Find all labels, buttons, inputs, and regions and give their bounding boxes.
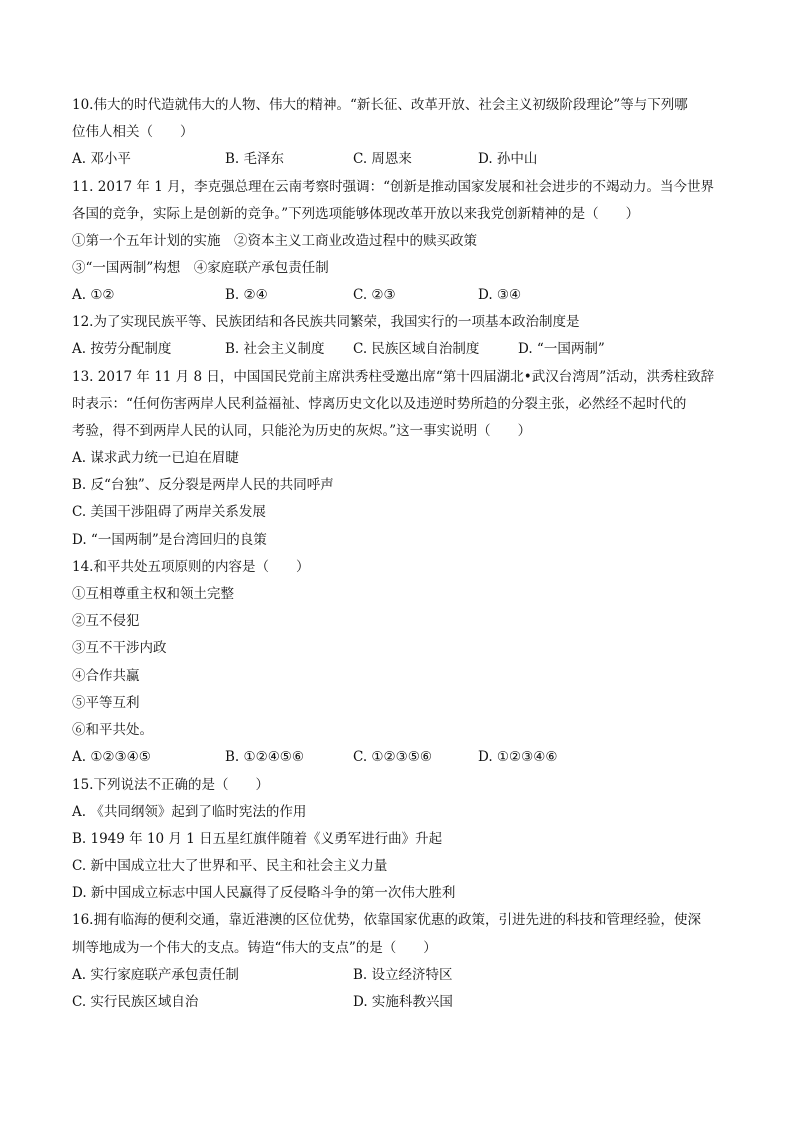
q13-option-c: C. 美国干涉阻碍了两岸关系发展 bbox=[72, 504, 266, 520]
q14-option-c: C. ①②③⑤⑥ bbox=[353, 749, 432, 765]
q13-option-b: B. 反“台独”、反分裂是两岸人民的共同呼声 bbox=[72, 477, 334, 493]
q10-option-c: C. 周恩来 bbox=[353, 151, 412, 167]
q16-option-d: D. 实施科教兴国 bbox=[353, 994, 453, 1010]
q16-option-b: B. 设立经济特区 bbox=[353, 967, 453, 983]
q15-stem-line-1: 15.下列说法不正确的是（ ） bbox=[72, 777, 269, 793]
q14-item-5: ⑤平等互利 bbox=[72, 695, 140, 711]
q12-option-b: B. 社会主义制度 bbox=[225, 341, 325, 357]
q11-stem-line-4: ③“一国两制”构想 ④家庭联产承包责任制 bbox=[72, 260, 329, 276]
q14-option-a: A. ①②③④⑤ bbox=[72, 749, 151, 765]
q14-item-6: ⑥和平共处。 bbox=[72, 722, 153, 738]
q13-stem-line-3: 考验，得不到两岸人民的认同，只能沦为历史的灰烬。”这一事实说明（ ） bbox=[72, 423, 532, 439]
q11-stem-line-2: 各国的竞争，实际上是创新的竞争。”下列选项能够体现改革开放以来我党创新精神的是（ ） bbox=[72, 206, 640, 222]
q16-stem-line-2: 圳等地成为一个伟大的支点。铸造“伟大的支点”的是（ ） bbox=[72, 940, 437, 956]
q10-option-b: B. 毛泽东 bbox=[225, 151, 285, 167]
q14-item-3: ③互不干涉内政 bbox=[72, 640, 167, 656]
q13-stem-line-2: 时表示：“任何伤害两岸人民利益福祉、悖离历史文化以及违逆时势所趋的分裂主张，必然经不起时代的 bbox=[72, 396, 687, 412]
q12-option-a: A. 按劳分配制度 bbox=[72, 341, 172, 357]
q15-option-b: B. 1949 年 10 月 1 日五星红旗伴随着《义勇军进行曲》升起 bbox=[72, 831, 443, 847]
q10-stem-line-2: 位伟人相关（ ） bbox=[72, 124, 194, 140]
q11-option-b: B. ②④ bbox=[225, 287, 268, 303]
q10-stem-line-1: 10.伟大的时代造就伟大的人物、伟大的精神。“新长征、改革开放、社会主义初级阶段理论”等与下列哪 bbox=[72, 97, 688, 113]
q11-stem-line-3: ①第一个五年计划的实施 ②资本主义工商业改造过程中的赎买政策 bbox=[72, 233, 477, 249]
q11-option-a: A. ①② bbox=[72, 287, 115, 303]
q16-option-c: C. 实行民族区域自治 bbox=[72, 994, 199, 1010]
q12-stem-line-1: 12.为了实现民族平等、民族团结和各民族共同繁荣，我国实行的一项基本政治制度是 bbox=[72, 314, 580, 330]
q13-option-a: A. 谋求武力统一已迫在眉睫 bbox=[72, 450, 239, 466]
q14-option-b: B. ①②④⑤⑥ bbox=[225, 749, 305, 765]
q14-option-d: D. ①②③④⑥ bbox=[478, 749, 558, 765]
q11-stem-line-1: 11. 2017 年 1 月，李克强总理在云南考察时强调：“创新是推动国家发展和社会进步的不竭动力。当今世界 bbox=[72, 179, 714, 195]
q13-option-d: D. “一国两制”是台湾回归的良策 bbox=[72, 532, 267, 548]
q16-option-a: A. 实行家庭联产承包责任制 bbox=[72, 967, 239, 983]
q14-item-2: ②互不侵犯 bbox=[72, 613, 140, 629]
q15-option-a: A. 《共同纲领》起到了临时宪法的作用 bbox=[72, 804, 307, 820]
q11-option-c: C. ②③ bbox=[353, 287, 396, 303]
q14-stem-line-1: 14.和平共处五项原则的内容是（ ） bbox=[72, 559, 310, 575]
q11-option-d: D. ③④ bbox=[478, 287, 522, 303]
q14-item-1: ①互相尊重主权和领土完整 bbox=[72, 586, 234, 602]
q15-option-c: C. 新中国成立壮大了世界和平、民主和社会主义力量 bbox=[72, 858, 388, 874]
q16-stem-line-1: 16.拥有临海的便利交通，靠近港澳的区位优势，依靠国家优惠的政策，引进先进的科技和管理经验，使深 bbox=[72, 912, 701, 928]
q10-option-d: D. 孙中山 bbox=[478, 151, 538, 167]
q12-option-c: C. 民族区域自治制度 bbox=[353, 341, 480, 357]
q10-option-a: A. 邓小平 bbox=[72, 151, 131, 167]
q14-item-4: ④合作共赢 bbox=[72, 668, 140, 684]
q13-stem-line-1: 13. 2017 年 11 月 8 日，中国国民党前主席洪秀柱受邀出席“第十四届湖北•武汉台湾周”活动，洪秀柱致辞 bbox=[72, 369, 715, 385]
q15-option-d: D. 新中国成立标志中国人民赢得了反侵略斗争的第一次伟大胜利 bbox=[72, 885, 456, 901]
q12-option-d: D. “一国两制” bbox=[518, 341, 605, 357]
